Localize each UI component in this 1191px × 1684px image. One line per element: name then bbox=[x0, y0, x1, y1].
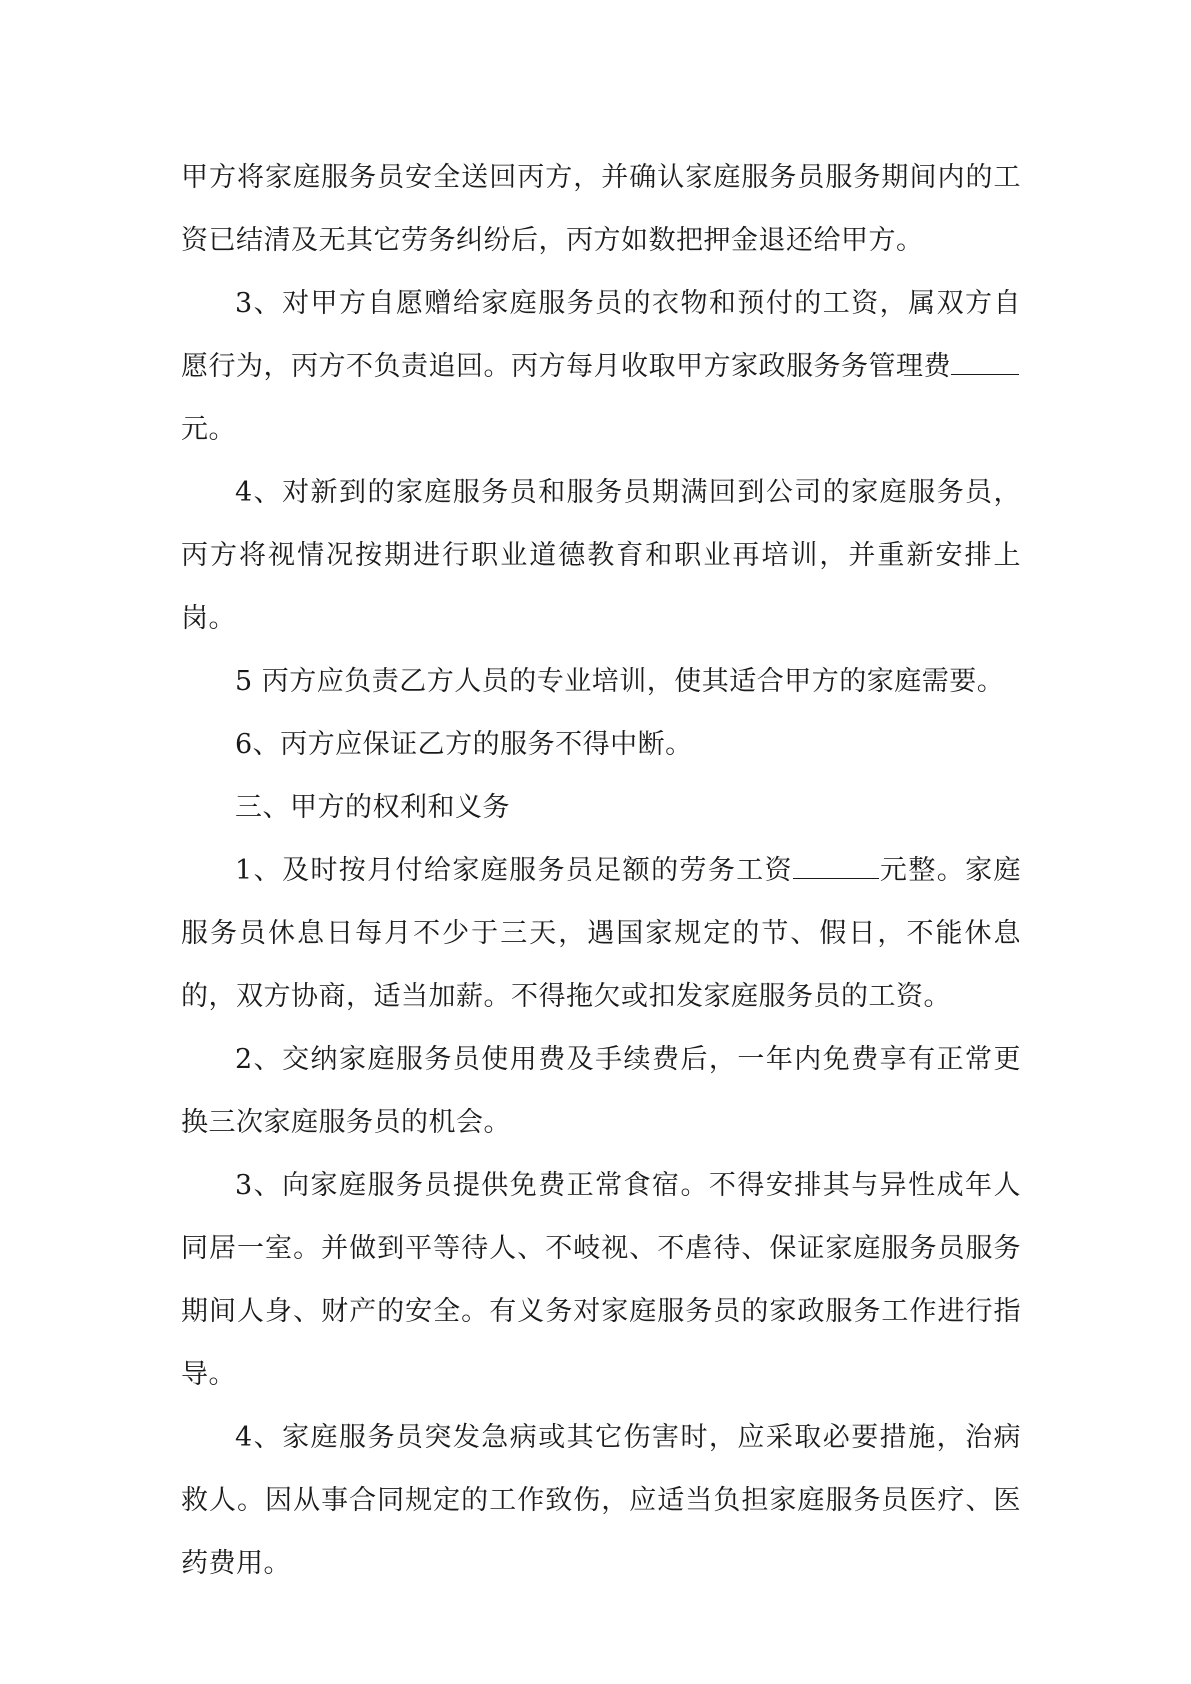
paragraph-text: 4、对新到的家庭服务员和服务员期满回到公司的家庭服务员，丙方将视情况按期进行职业道德教育和职业再培训，并重新安排上岗。 bbox=[181, 477, 1021, 634]
paragraph-clothing-wages bbox=[181, 272, 1021, 461]
paragraph-text: 3、对甲方自愿赠给家庭服务员的衣物和预付的工资，属双方自愿行为，丙方不负责追回。丙方每月收取甲方家政服务务管理费 bbox=[181, 288, 1021, 382]
paragraph-medical-expenses bbox=[181, 1406, 1021, 1595]
section-heading-party-a-rights bbox=[181, 776, 1021, 839]
paragraph-text: 6、丙方应保证乙方的服务不得中断。 bbox=[235, 729, 693, 760]
paragraph-room-board bbox=[181, 1154, 1021, 1406]
paragraph-text: 甲方将家庭服务员安全送回丙方，并确认家庭服务员服务期间内的工资已结清及无其它劳务纠纷后，丙方如数把押金退还给甲方。 bbox=[181, 162, 1021, 256]
paragraph-text: 3、向家庭服务员提供免费正常食宿。不得安排其与异性成年人同居一室。并做到平等待人、不岐视、不虐待、保证家庭服务员服务期间人身、财产的安全。有义务对家庭服务员的家政服务工作进行指导。 bbox=[181, 1170, 1021, 1390]
paragraph-training-reassignment bbox=[181, 461, 1021, 650]
section-heading-text: 三、甲方的权利和义务 bbox=[235, 792, 510, 823]
paragraph-text: 5 丙方应负责乙方人员的专业培训，使其适合甲方的家庭需要。 bbox=[235, 666, 1005, 697]
fill-in-blank-wage-amount bbox=[793, 852, 879, 879]
paragraph-text: 1、及时按月付给家庭服务员足额的劳务工资 bbox=[235, 855, 794, 886]
fill-in-blank-management-fee bbox=[951, 348, 1019, 375]
paragraph-text: 2、交纳家庭服务员使用费及手续费后，一年内免费享有正常更换三次家庭服务员的机会。 bbox=[181, 1044, 1021, 1138]
paragraph-replacement-rights bbox=[181, 1028, 1021, 1154]
paragraph-professional-training bbox=[181, 650, 1021, 713]
paragraph-text: 元。 bbox=[181, 414, 236, 445]
document-page bbox=[181, 146, 1021, 1595]
paragraph-monthly-wages bbox=[181, 839, 1021, 1028]
paragraph-text: 元整。家庭服务员休息日每月不少于三天，遇国家规定的节、假日，不能休息的，双方协商，适当加薪。不得拖欠或扣发家庭服务员的工资。 bbox=[181, 855, 1021, 1012]
paragraph-return-deposit bbox=[181, 146, 1021, 272]
paragraph-text: 4、家庭服务员突发急病或其它伤害时，应采取必要措施，治病救人。因从事合同规定的工作致伤，应适当负担家庭服务员医疗、医药费用。 bbox=[181, 1422, 1021, 1579]
paragraph-service-continuity bbox=[181, 713, 1021, 776]
